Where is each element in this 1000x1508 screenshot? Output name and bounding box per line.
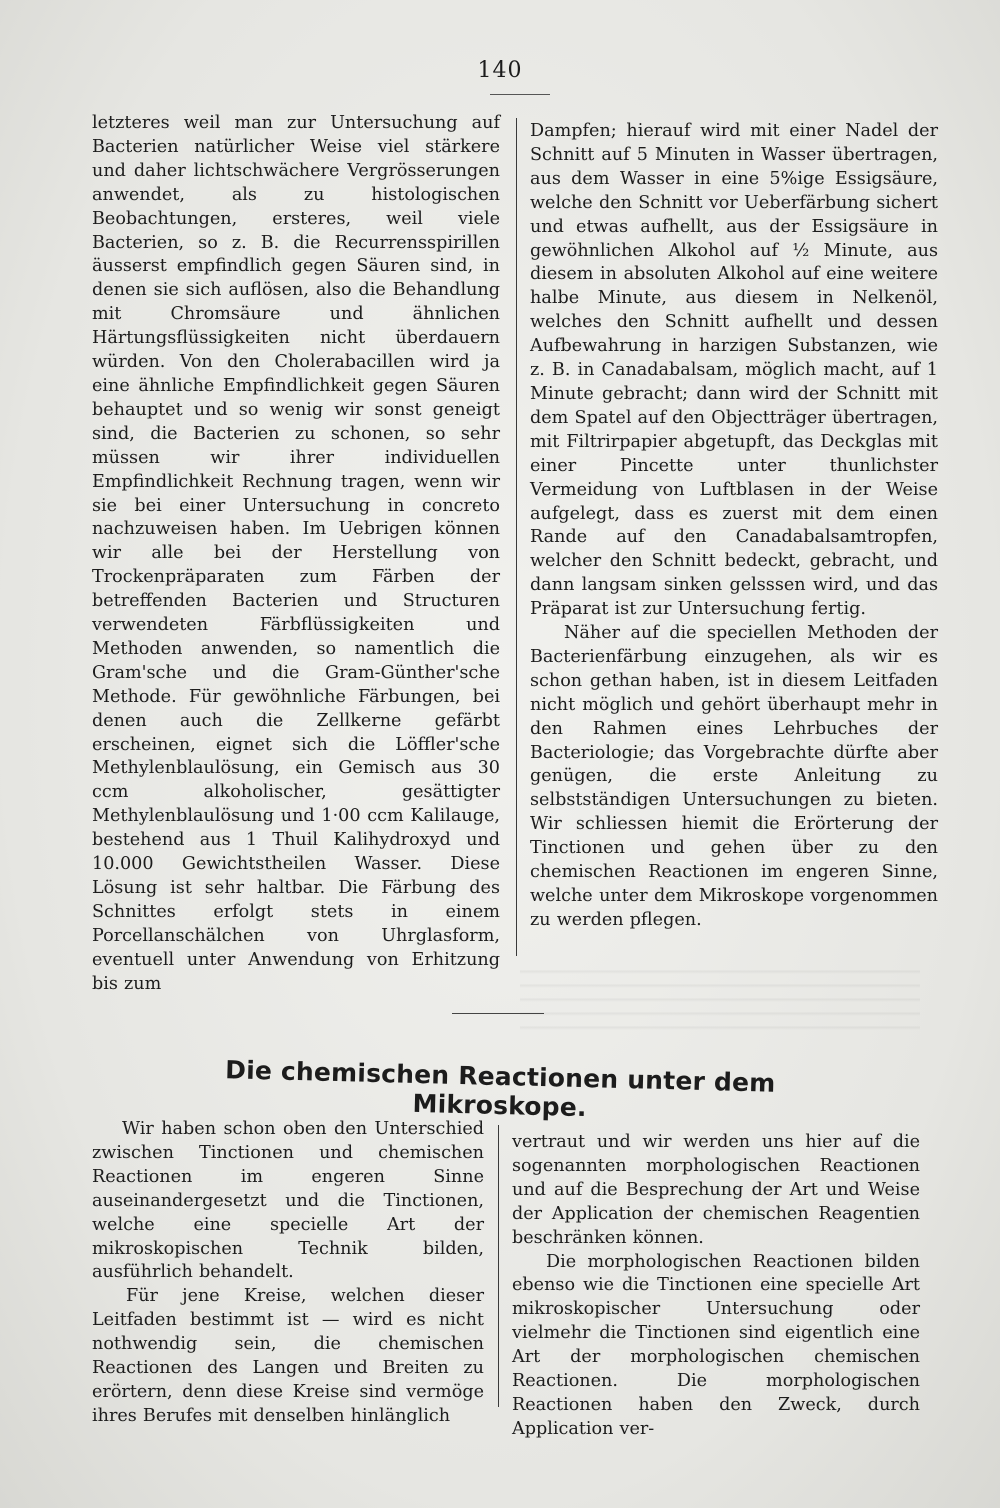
bleed-through-texture: [520, 960, 920, 1030]
paragraph: Die morphologischen Reactionen bilden ebenso wie die Tinctionen eine specielle Art mikroskopischer Untersuchung oder vielmehr die Tinctionen sind eigentlich eine Art der morphologischen chemischen Reactionen. Die morphologischen Reactionen haben den Zweck, durch Application ver-: [512, 1251, 920, 1439]
paragraph: Für jene Kreise, welchen dieser Leitfaden bestimmt ist — wird es nicht nothwendig sein, die chemischen Reactionen des Langen und Breiten zu erörtern, denn diese Kreise sind vermöge ihres Berufes mit denselben hinlänglich: [92, 1286, 484, 1426]
bottom-left-column: [92, 1118, 484, 1429]
top-right-column: [530, 120, 938, 933]
paragraph: Dampfen; hierauf wird mit einer Nadel der Schnitt auf 5 Minuten in Wasser übertragen, aus dem Wasser in eine 5%ige Essigsäure, welche den Schnitt vor Ueberfärbung sichert und etwas aufhellt, aus der Essigsäure in gewöhnlichen Alkohol auf ½ Minute, aus diesem in absoluten Alkohol auf eine weitere halbe Minute, aus diesem in Nelkenöl, welches den Schnitt aufhellt und dessen Aufbewahrung in harzigen Substanzen, wie z. B. in Canadabalsam, möglich macht, auf 1 Minute gebracht; dann wird der Schnitt mit dem Spatel auf den Objectträger übertragen, mit Filtrirpapier abgetupft, das Deckglas mit einer Pincette unter thunlichster Vermeidung von Luftblasen in der Weise aufgelegt, dass es zuerst mit dem einen Rande auf den Canadabalsamtropfen, welcher den Schnitt bedeckt, gebracht, und dann langsam sinken gelsssen wird, und das Präparat ist zur Untersuchung fertig.: [530, 121, 938, 620]
column-divider-bottom: [498, 1125, 499, 1407]
section-heading: Die chemischen Reactionen unter dem Mikroskope.: [224, 1055, 776, 1123]
section-divider: [452, 1013, 544, 1014]
bottom-right-column: [512, 1131, 920, 1442]
top-left-column: [92, 112, 500, 997]
page-number-rule: [490, 94, 550, 95]
column-divider-top: [516, 118, 517, 956]
paragraph: letzteres weil man zur Untersuchung auf Bacterien natürlicher Weise viel stärkere und daher lichtschwächere Vergrösserungen anwendet, als zu histologischen Beobachtungen, ersteres, weil viele Bacterien, so z. B. die Recurrensspirillen äusserst empfindlich gegen Säuren sind, in denen sie sich auflösen, also die Behandlung mit Chromsäure und ähnlichen Härtungsflüssigkeiten nicht überdauern würden. Von den Cholerabacillen wird ja eine ähnliche Empfindlichkeit gegen Säuren behauptet und so wenig wir sonst geneigt sind, die Bacterien zu schonen, so sehr müssen wir ihrer individuellen Empfindlichkeit Rechnung tragen, wenn wir sie bei einer Untersuchung in concreto nachzuweisen haben. Im Uebrigen können wir alle bei der Herstellung von Trockenpräparaten zum Färben der betreffenden Bacterien und Structuren verwendeten Färbflüssigkeiten und Methoden anwenden, so namentlich die Gram'sche und die Gram-Günther'sche Methode. Für gewöhnliche Färbungen, bei denen auch die Zellkerne gefärbt erscheinen, eignet sich die Löffler'sche Methylenblaulösung, ein Gemisch aus 30 ccm alkoholischer, gesättigter Methylenblaulösung und 1·00 ccm Kalilauge, bestehend aus 1 Thuil Kalihydroxyd und 10.000 Gewichtstheilen Wasser. Diese Lösung ist sehr haltbar. Die Färbung des Schnittes erfolgt stets in einem Porcellanschälchen von Uhrglasform, eventuell unter Anwendung von Erhitzung bis zum: [92, 113, 500, 994]
paragraph: Wir haben schon oben den Unterschied zwischen Tinctionen und chemischen Reactionen im engeren Sinne auseinandergesetzt und die Tinctionen, welche eine specielle Art der mikroskopischen Technik bilden, ausführlich behandelt.: [92, 1119, 484, 1283]
paragraph: Näher auf die speciellen Methoden der Bacterienfärbung einzugehen, als wir es schon gethan haben, ist in diesem Leitfaden nicht möglich und gehört überhaupt mehr in den Rahmen eines Lehrbuches der Bacteriologie; das Vorgebrachte dürfte aber genügen, die erste Anleitung zu selbstständigen Untersuchungen zu bieten. Wir schliessen hiemit die Erörterung der Tinctionen und gehen über zu den chemischen Reactionen im engeren Sinne, welche unter dem Mikroskope vorgenommen zu werden pflegen.: [530, 623, 938, 930]
paragraph: vertraut und wir werden uns hier auf die sogenannten morphologischen Reactionen und auf die Besprechung der Art und Weise der Application der chemischen Reagentien beschränken können.: [512, 1132, 920, 1248]
page-number: 140: [477, 58, 523, 83]
